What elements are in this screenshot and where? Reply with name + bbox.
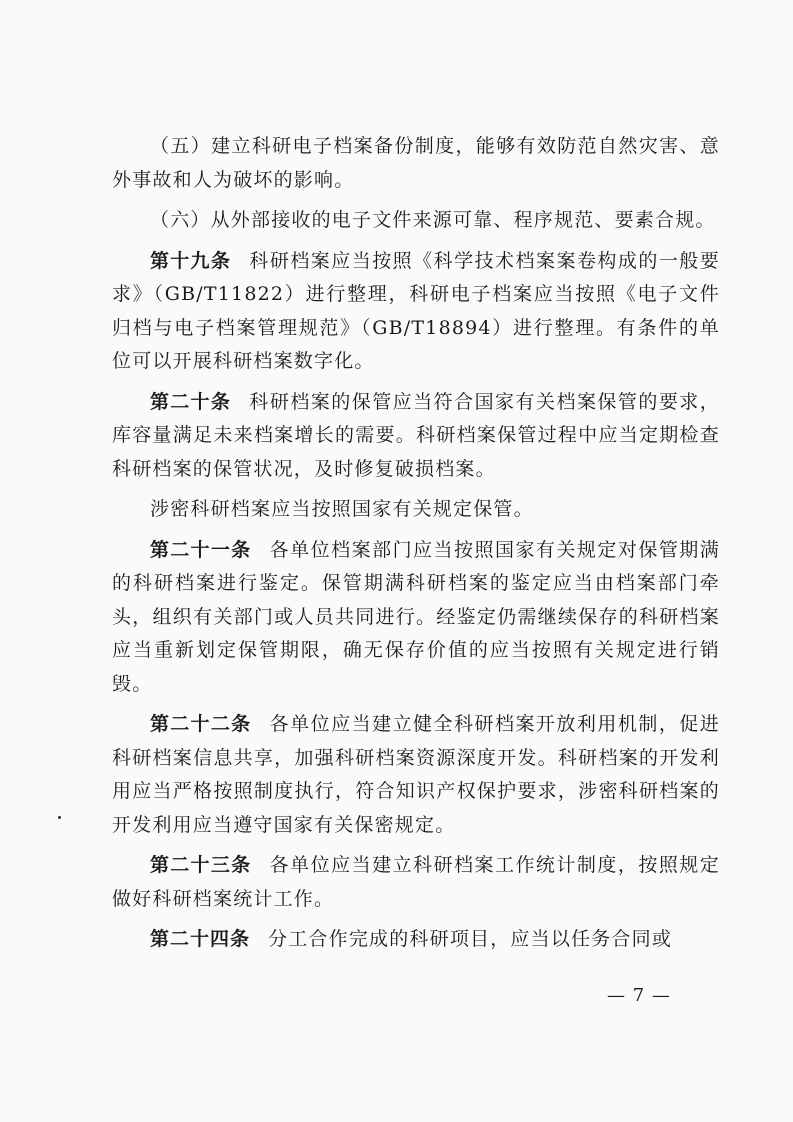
article-number: 第二十一条 — [150, 538, 252, 561]
paragraph-text: 各单位应当建立科研档案工作统计制度，按照规定做好科研档案统计工作。 — [112, 854, 720, 910]
document-body — [112, 130, 720, 957]
paragraph-text: 科研档案应当按照《科学技术档案案卷构成的一般要求》（GB/T11822）进行整理，科研电子档案应当按照《电子文件归档与电子档案管理规范》（GB/T18894）进行整理。有条件的单位可以开展科研档案数字化。 — [112, 249, 720, 372]
article-number: 第二十二条 — [150, 713, 252, 735]
paragraph-text: 科研档案的保管应当符合国家有关档案保管的要求，库容量满足未来档案增长的需要。科研档案保管过程中应当定期检查科研档案的保管状况，及时修复破损档案。 — [112, 390, 720, 480]
paragraph-text: （六）从外部接收的电子文件来源可靠、程序规范、要素合规。 — [150, 209, 716, 231]
paragraph-text: 涉密科研档案应当按照国家有关规定保管。 — [150, 498, 534, 520]
paragraph-text: 分工合作完成的科研项目，应当以任务合同或 — [268, 928, 673, 950]
article-number: 第十九条 — [150, 249, 232, 272]
paragraph — [112, 130, 720, 197]
paragraph — [112, 386, 720, 487]
paragraph-text: 各单位档案部门应当按照国家有关规定对保管期满的科研档案进行鉴定。保管期满科研档案的鉴定应当由档案部门牵头，组织有关部门或人员共同进行。经鉴定仍需继续保存的科研档案应当重新划定保管期限，确无保存价值的应当按照有关规定进行销毁。 — [112, 538, 720, 695]
article-number: 第二十四条 — [150, 928, 251, 950]
paragraph — [112, 204, 720, 238]
paragraph — [112, 849, 720, 916]
article-number: 第二十条 — [150, 390, 232, 413]
article-number: 第二十三条 — [150, 854, 252, 876]
paragraph — [112, 245, 720, 379]
paragraph-text: 各单位应当建立健全科研档案开放利用机制，促进科研档案信息共享，加强科研档案资源深度开发。科研档案的开发利用应当严格按照制度执行，符合知识产权保护要求，涉密科研档案的开发利用应当遵守国家有关保密规定。 — [112, 713, 720, 836]
paragraph-text: （五）建立科研电子档案备份制度，能够有效防范自然灾害、意外事故和人为破坏的影响。 — [112, 135, 720, 191]
page-number: — 7 — — [607, 985, 671, 1006]
paragraph — [112, 923, 720, 957]
scan-speck — [58, 816, 61, 819]
paragraph — [112, 708, 720, 842]
paragraph — [112, 534, 720, 702]
paragraph — [112, 493, 720, 527]
